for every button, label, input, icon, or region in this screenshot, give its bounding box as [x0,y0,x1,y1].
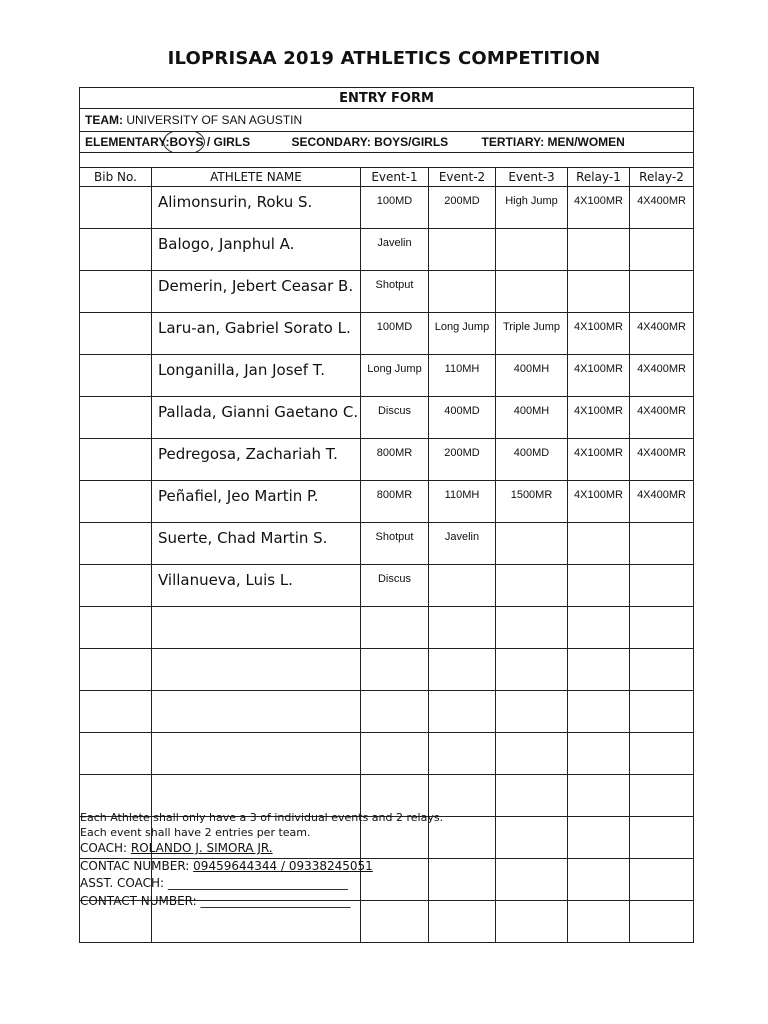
col-relay-2: Relay-2 [630,168,694,187]
relay-cell[interactable]: 4X100MR [568,481,630,523]
athlete-row [80,229,694,271]
relay-cell[interactable] [568,523,630,565]
event-cell[interactable]: 200MD [429,439,496,481]
relay-cell[interactable]: 4X100MR [568,397,630,439]
event-cell[interactable] [361,691,429,733]
relay-cell[interactable] [630,901,694,943]
relay-cell[interactable] [568,817,630,859]
relay-cell[interactable] [568,733,630,775]
event-cell[interactable] [429,859,496,901]
relay-cell[interactable]: 4X400MR [630,481,694,523]
relay-cell[interactable] [630,565,694,607]
relay-cell[interactable]: 4X100MR [568,355,630,397]
elementary-boys-label: BOYS [169,135,204,149]
event-cell[interactable]: 800MR [361,439,429,481]
relay-cell[interactable] [630,523,694,565]
coach-label: COACH: [80,841,128,855]
col-bib: Bib No. [80,168,152,187]
event-cell[interactable] [429,649,496,691]
relay-cell[interactable] [630,859,694,901]
athlete-row [80,565,694,607]
bib-cell[interactable] [80,187,152,229]
relay-cell[interactable]: 4X400MR [630,439,694,481]
athlete-row [80,649,694,691]
event-cell[interactable] [496,565,568,607]
event-cell[interactable] [496,229,568,271]
bib-cell[interactable] [80,481,152,523]
bib-cell[interactable] [80,691,152,733]
bib-cell[interactable] [80,355,152,397]
elementary-label: ELEMENTARY: [85,135,170,149]
event-cell[interactable]: 200MD [429,187,496,229]
event-cell[interactable] [361,733,429,775]
relay-cell[interactable] [568,901,630,943]
relay-cell[interactable] [630,649,694,691]
column-header-row [80,168,694,187]
bib-cell[interactable] [80,229,152,271]
contact-number-line [80,858,373,876]
event-cell[interactable]: Javelin [429,523,496,565]
bib-cell[interactable] [80,313,152,355]
athlete-row [80,481,694,523]
athlete-name-cell[interactable]: Balogo, Janphul A. [152,229,361,271]
relay-cell[interactable] [568,859,630,901]
relay-cell[interactable]: 4X400MR [630,355,694,397]
event-cell[interactable]: Discus [361,397,429,439]
event-cell[interactable] [496,901,568,943]
event-cell[interactable] [496,817,568,859]
athlete-name-cell[interactable] [152,649,361,691]
event-cell[interactable] [496,649,568,691]
event-cell[interactable] [496,859,568,901]
col-athlete-name: ATHLETE NAME [152,168,361,187]
bib-cell[interactable] [80,733,152,775]
athlete-name-cell[interactable]: Demerin, Jebert Ceasar B. [152,271,361,313]
athlete-row [80,733,694,775]
entry-form-heading: ENTRY FORM [80,88,694,109]
event-cell[interactable]: High Jump [496,187,568,229]
event-cell[interactable] [429,229,496,271]
selection-circle [163,132,205,153]
athlete-row [80,271,694,313]
event-cell[interactable] [496,607,568,649]
event-cell[interactable] [496,271,568,313]
bib-cell[interactable] [80,397,152,439]
elementary-option[interactable] [85,135,250,149]
athlete-name-cell[interactable] [152,691,361,733]
rules-notes [80,810,443,840]
event-cell[interactable]: 100MD [361,187,429,229]
event-cell[interactable] [361,649,429,691]
contact-number-label: CONTAC NUMBER: [80,858,190,873]
note-line: Each Athlete shall only have a 3 of individual events and 2 relays. [80,811,444,824]
asst-coach-blank[interactable]: ______________________________ [167,876,348,890]
bib-cell[interactable] [80,649,152,691]
level-selection [80,132,694,153]
page-title: ILOPRISAA 2019 ATHLETICS COMPETITION [167,48,601,69]
coach-line [80,840,373,858]
relay-cell[interactable] [568,691,630,733]
event-cell[interactable]: 400MH [496,397,568,439]
athlete-row [80,607,694,649]
relay-cell[interactable]: 4X400MR [630,187,694,229]
bib-cell[interactable] [80,565,152,607]
relay-cell[interactable]: 4X400MR [630,397,694,439]
relay-cell[interactable] [630,817,694,859]
relay-cell[interactable]: 4X100MR [568,313,630,355]
event-cell[interactable]: Shotput [361,523,429,565]
athlete-name-cell[interactable]: Longanilla, Jan Josef T. [152,355,361,397]
contact-info [80,840,373,910]
athlete-name-cell[interactable]: Pallada, Gianni Gaetano C. [152,397,361,439]
elementary-girls-label: / GIRLS [206,135,251,149]
event-cell[interactable]: 110MH [429,481,496,523]
event-cell[interactable]: Long Jump [429,313,496,355]
event-cell[interactable]: Discus [361,565,429,607]
event-cell[interactable]: 1500MR [496,481,568,523]
relay-cell[interactable] [630,691,694,733]
relay-cell[interactable] [630,229,694,271]
athlete-name-cell[interactable]: Pedregosa, Zachariah T. [152,439,361,481]
event-cell[interactable]: Triple Jump [496,313,568,355]
contact-number-2-blank[interactable]: _________________________ [200,893,351,908]
athlete-name-cell[interactable]: Peñafiel, Jeo Martin P. [152,481,361,523]
athlete-name-cell[interactable] [152,607,361,649]
event-cell[interactable] [429,691,496,733]
coach-value[interactable]: ROLANDO J. SIMORA JR. [130,841,273,855]
event-cell[interactable]: 400MD [429,397,496,439]
relay-cell[interactable] [568,271,630,313]
athlete-row [80,439,694,481]
contact-number-2-line [80,893,373,911]
relay-cell[interactable] [630,607,694,649]
bib-cell[interactable] [80,271,152,313]
athlete-name-cell[interactable]: Suerte, Chad Martin S. [152,523,361,565]
relay-cell[interactable] [568,607,630,649]
tertiary-option[interactable]: TERTIARY: MEN/WOMEN [481,135,625,149]
event-cell[interactable]: 800MR [361,481,429,523]
elementary-boys-selected[interactable] [169,135,203,149]
athlete-row [80,313,694,355]
bib-cell[interactable] [80,607,152,649]
relay-cell[interactable] [568,649,630,691]
contact-number-value[interactable]: 09459644344 / 09338245051 [193,858,373,873]
event-cell[interactable] [496,775,568,817]
athlete-name-cell[interactable]: Villanueva, Luis L. [152,565,361,607]
athlete-row [80,691,694,733]
event-cell[interactable] [496,733,568,775]
team-field[interactable] [80,109,694,132]
relay-cell[interactable]: 4X400MR [630,313,694,355]
event-cell[interactable] [361,607,429,649]
relay-cell[interactable]: 4X100MR [568,439,630,481]
team-value: UNIVERSITY OF SAN AGUSTIN [126,113,303,127]
bib-cell[interactable] [80,439,152,481]
relay-cell[interactable] [568,565,630,607]
relay-cell[interactable]: 4X100MR [568,187,630,229]
athlete-name-cell[interactable]: Alimonsurin, Roku S. [152,187,361,229]
relay-cell[interactable] [630,733,694,775]
asst-coach-label: ASST. COACH: [80,876,165,890]
relay-cell[interactable] [630,775,694,817]
relay-cell[interactable] [568,775,630,817]
athlete-name-cell[interactable] [152,733,361,775]
event-cell[interactable] [429,271,496,313]
bib-cell[interactable] [80,523,152,565]
asst-coach-line [80,875,373,893]
col-event-3: Event-3 [496,168,568,187]
event-cell[interactable] [429,565,496,607]
event-cell[interactable] [429,607,496,649]
athlete-row [80,397,694,439]
event-cell[interactable]: 400MD [496,439,568,481]
event-cell[interactable]: Shotput [361,271,429,313]
event-cell[interactable]: 400MH [496,355,568,397]
event-cell[interactable]: Javelin [361,229,429,271]
event-cell[interactable]: Long Jump [361,355,429,397]
team-label: TEAM: [85,113,123,127]
athlete-row [80,187,694,229]
event-cell[interactable]: 110MH [429,355,496,397]
event-cell[interactable] [429,901,496,943]
note-line: Each event shall have 2 entries per team. [80,826,311,839]
secondary-option[interactable]: SECONDARY: BOYS/GIRLS [291,135,449,149]
col-event-2: Event-2 [429,168,496,187]
event-cell[interactable] [429,733,496,775]
spacer-row [80,153,694,168]
relay-cell[interactable] [630,271,694,313]
col-event-1: Event-1 [361,168,429,187]
col-relay-1: Relay-1 [568,168,630,187]
event-cell[interactable]: 100MD [361,313,429,355]
event-cell[interactable] [496,523,568,565]
athlete-name-cell[interactable]: Laru-an, Gabriel Sorato L. [152,313,361,355]
relay-cell[interactable] [568,229,630,271]
athlete-row [80,523,694,565]
contact-number-2-label: CONTACT NUMBER: [80,893,197,908]
event-cell[interactable] [496,691,568,733]
athlete-row [80,355,694,397]
